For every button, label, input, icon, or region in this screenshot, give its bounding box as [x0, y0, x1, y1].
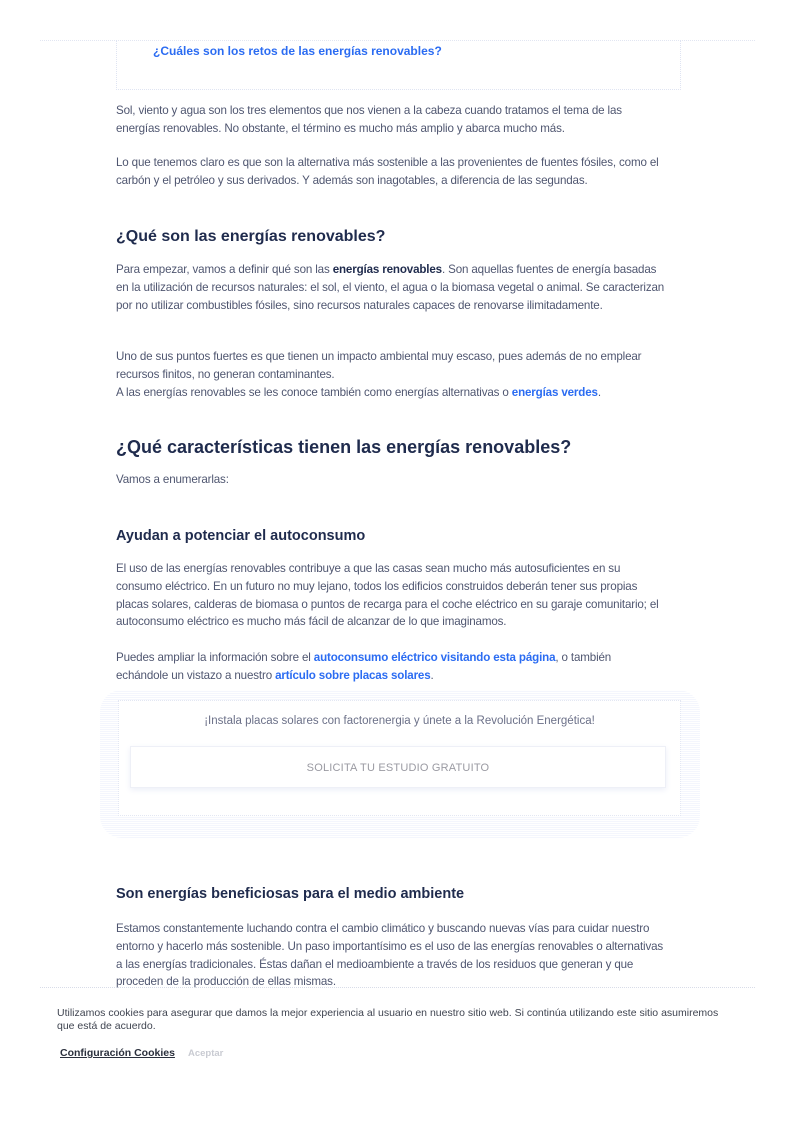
text: A las energías renovables se les conoce también como energías alternativas o — [116, 386, 512, 399]
text: . — [430, 668, 434, 682]
s3-paragraph-2 — [116, 649, 666, 685]
s2-paragraph: Vamos a enumerarlas: — [116, 473, 229, 486]
link-energias-verdes[interactable]: energías verdes — [511, 386, 598, 399]
cta-button[interactable]: SOLICITA TU ESTUDIO GRATUITO — [130, 746, 666, 788]
link-placas-solares[interactable]: artículo sobre placas solares — [275, 668, 431, 682]
s4-paragraph-1: Estamos constantemente luchando contra el cambio climático y buscando nuevas vías para cuidar nuestro entorno y hacerlo más sostenible. Un paso importantísimo es el uso de las energías renovables o alternativas a las energías tradicionales. Éstas dañan el medioambiente a través de los residuos que generan y que proceden de la producción de ellas mismas. — [116, 922, 664, 989]
toc-link-retos[interactable]: ¿Cuáles son los retos de las energías renovables? — [153, 44, 442, 58]
text: . — [597, 386, 601, 399]
cookie-accept-button[interactable]: Aceptar — [188, 1048, 224, 1059]
intro-paragraph-1: Sol, viento y agua son los tres elementos que nos vienen a la cabeza cuando tratamos el tema de las energías renovables. No obstante, el término es mucho más amplio y abarca mucho más. — [116, 104, 622, 135]
cookie-banner-border — [40, 987, 755, 988]
bold-text: energías renovables — [332, 263, 442, 276]
text: Para empezar, vamos a definir qué son las — [116, 263, 333, 276]
heading-caracteristicas: ¿Qué características tienen las energías renovables? — [116, 437, 572, 457]
heading-autoconsumo: Ayudan a potenciar el autoconsumo — [116, 528, 366, 544]
s1-paragraph-3 — [116, 384, 666, 402]
heading-medio-ambiente: Son energías beneficiosas para el medio ambiente — [116, 886, 465, 902]
text: . Son aquellas fuentes de energía basadas en la utilización de recursos naturales: el sol, el viento, el agua o la biomasa vegetal o animal. Se caracterizan por no utilizar combustibles fósiles, sino recursos naturales capaces de renovarse ilimitadamente. — [116, 263, 665, 312]
cookie-settings-link[interactable]: Configuración Cookies — [60, 1047, 175, 1059]
s1-paragraph-2: Uno de sus puntos fuertes es que tienen un impacto ambiental muy escaso, pues además de no emplear recursos finitos, no generan contaminantes. — [116, 350, 642, 381]
text: , o también echándole un vistazo a nuestro — [116, 651, 612, 682]
cta-text: ¡Instala placas solares con factorenergia y únete a la Revolución Energética! — [204, 715, 595, 727]
cookie-message: Utilizamos cookies para asegurar que damos la mejor experiencia al usuario en nuestro sitio web. Si continúa utilizando este sitio asumiremos que está de acuerdo. — [57, 1007, 719, 1032]
s3-paragraph-1: El uso de las energías renovables contribuye a que las casas sean mucho más autosuficientes en su consumo eléctrico. En un futuro no muy lejano, todos los edificios construidos deberán tener sus propias placas solares, calderas de biomasa o puntos de recarga para el coche eléctrico en su garaje comunitario; el autoconsumo eléctrico es mucho más fácil de alcanzar de lo que imaginamos. — [116, 562, 659, 629]
intro-paragraph-2: Lo que tenemos claro es que son la alternativa más sostenible a las provenientes de fuentes fósiles, como el carbón y el petróleo y sus derivados. Y además son inagotables, a diferencia de las segundas. — [116, 156, 659, 187]
heading-que-son: ¿Qué son las energías renovables? — [116, 228, 386, 245]
link-autoconsumo[interactable]: autoconsumo eléctrico visitando esta página — [313, 651, 556, 664]
text: Puedes ampliar la información sobre el — [116, 651, 314, 664]
s1-paragraph-1 — [116, 261, 666, 314]
